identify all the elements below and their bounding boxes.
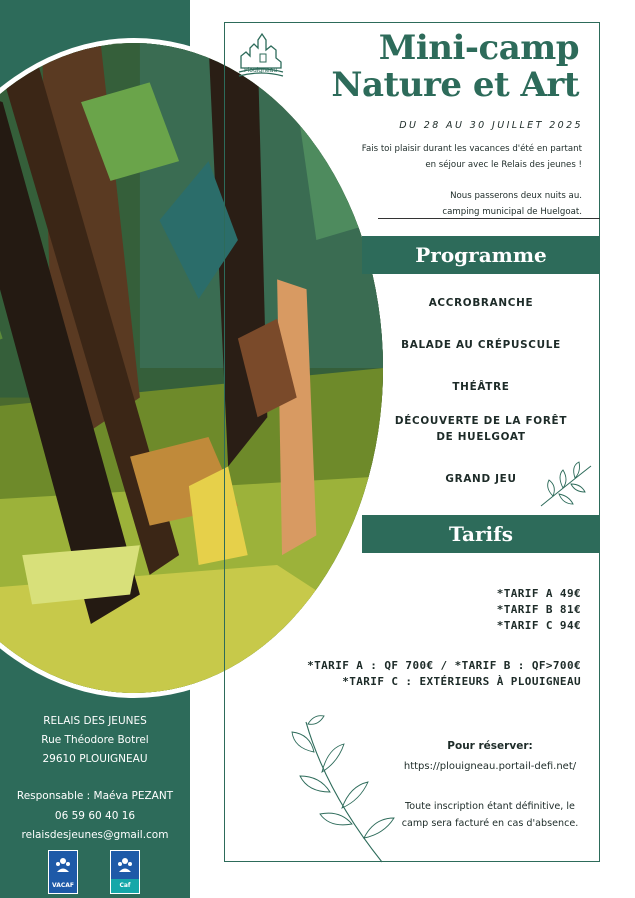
vacaf-label: VACAF [49, 879, 77, 893]
vacaf-badge [48, 850, 78, 894]
tarif-a: *TARIF A 49€ [496, 587, 581, 600]
intro-divider [378, 218, 600, 219]
title-line-1: Mini-camp [378, 28, 579, 68]
programme-item: THÉÂTRE [452, 381, 510, 393]
programme-heading: Programme [362, 236, 600, 274]
programme-item: DÉCOUVERTE DE LA FORÊT DE HUELGOAT [394, 415, 568, 443]
tarif-c: *TARIF C 94€ [496, 619, 581, 632]
programme-item: GRAND JEU [445, 473, 517, 485]
intro-text [302, 141, 582, 220]
family-icon [116, 856, 134, 874]
intro-line: Nous passerons deux nuits au. [450, 191, 582, 201]
tarifs-heading: Tarifs [362, 515, 600, 553]
caf-label: Caf [111, 879, 139, 893]
page-title [331, 30, 579, 104]
tarif-note: *TARIF C : EXTÉRIEURS À PLOUIGNEAU [342, 675, 581, 688]
notice-line: camp sera facturé en cas d'absence. [401, 818, 579, 829]
programme-item: ACCROBRANCHE [428, 297, 534, 309]
tarif-note: *TARIF A : QF 700€ / *TARIF B : QF>700€ [307, 659, 581, 672]
title-line-2: Nature et Art [331, 65, 579, 105]
notice-line: Toute inscription étant définitive, le [405, 801, 575, 812]
caf-badge [110, 850, 140, 894]
reservation-heading: Pour réserver: [447, 740, 533, 752]
tarif-b: *TARIF B 81€ [496, 603, 581, 616]
contact-phone: 06 59 60 40 16 [54, 810, 136, 822]
leaf-branch-icon [286, 712, 404, 872]
intro-line: en séjour avec le Relais des jeunes ! [425, 160, 582, 170]
leaf-sprig-icon [535, 458, 595, 510]
contact-responsable: Responsable : Maéva PEZANT [16, 790, 174, 802]
contact-city: 29610 PLOUIGNEAU [42, 753, 148, 765]
event-dates: DU 28 AU 30 JUILLET 2025 [399, 120, 583, 131]
logo-name: Plouigneau [244, 67, 278, 74]
programme-item: BALADE AU CRÉPUSCULE [401, 339, 561, 351]
intro-line: Fais toi plaisir durant les vacances d'été en partant [361, 144, 582, 154]
contact-org: RELAIS DES JEUNES [43, 715, 147, 727]
reservation-link[interactable]: https://plouigneau.portail-defi.net/ [403, 761, 577, 772]
contact-email[interactable]: relaisdesjeunes@gmail.com [21, 829, 169, 841]
intro-line: camping municipal de Huelgoat. [442, 207, 582, 217]
family-icon [54, 856, 72, 874]
contact-street: Rue Théodore Botrel [41, 734, 149, 746]
cancellation-notice [385, 798, 595, 832]
